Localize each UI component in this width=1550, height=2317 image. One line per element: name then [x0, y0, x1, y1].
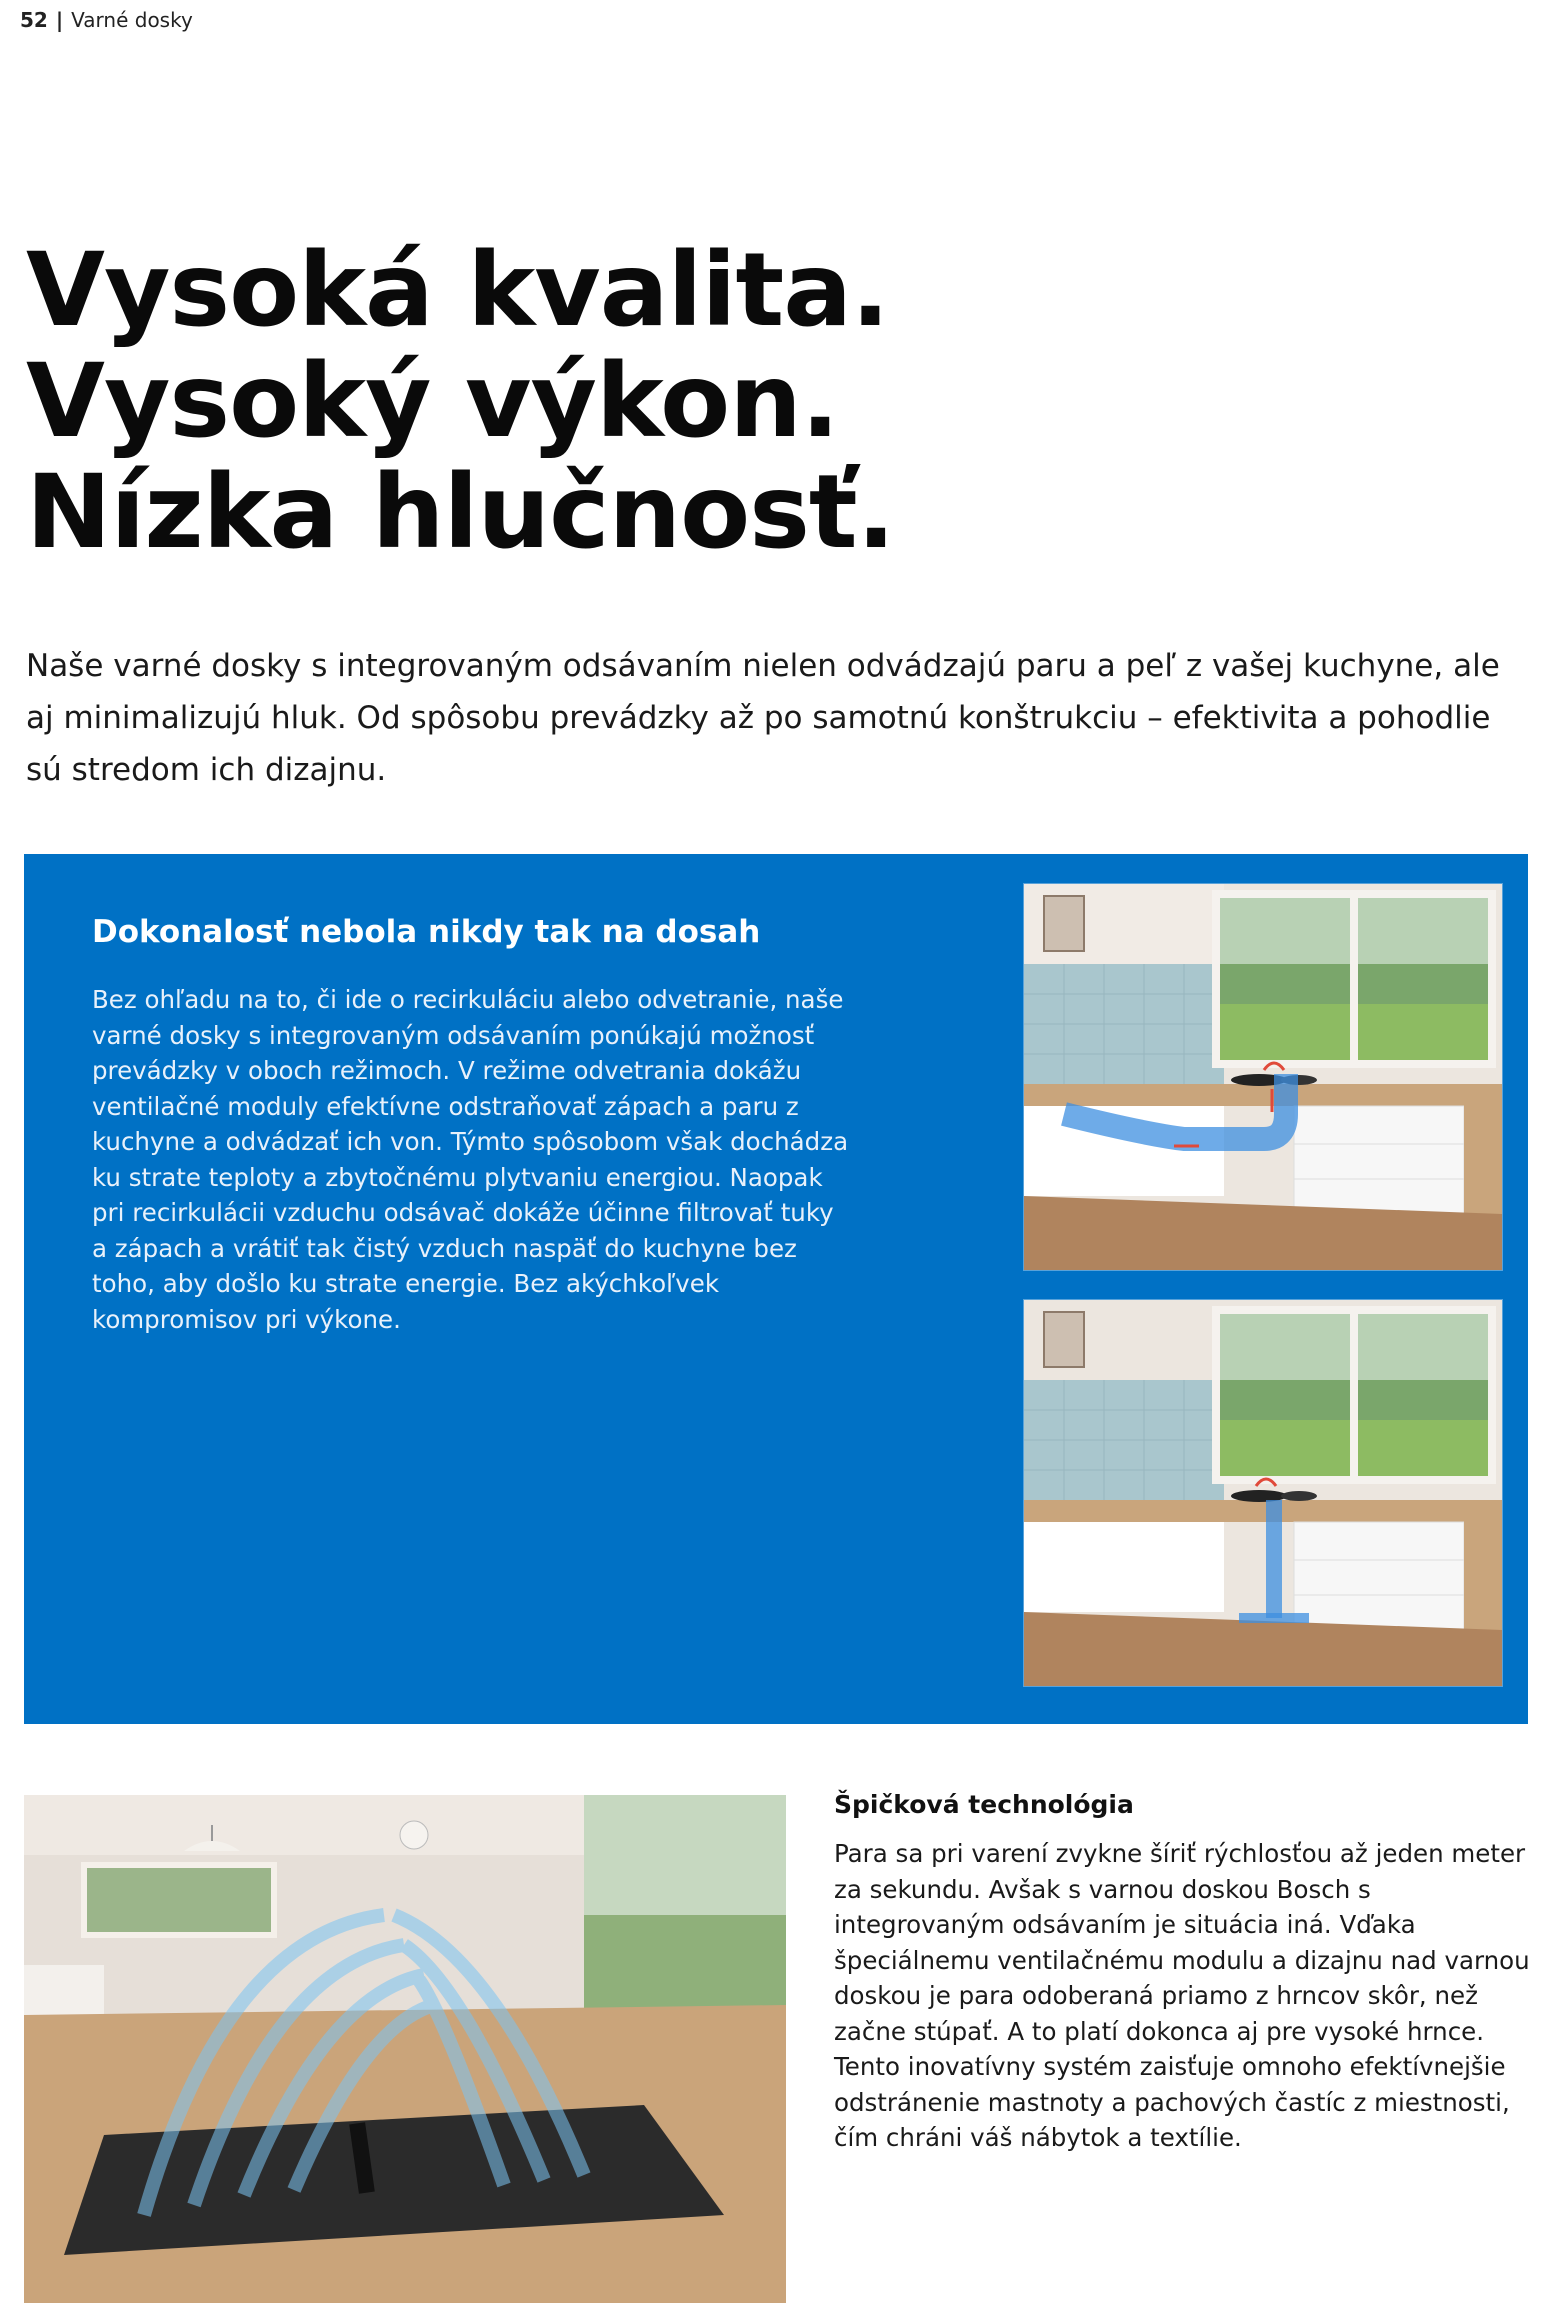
page-header: 52 | Varné dosky: [20, 8, 193, 32]
intro-paragraph: Naše varné dosky s integrovaným odsávaním nielen odvádzajú paru a peľ z vašej kuchyne, ale aj minimalizujú hluk. Od spôsobu prevádzky až po samotnú konštrukciu – efektivita a pohodlie sú stredom ich dizajnu.: [26, 648, 1500, 788]
kitchen-ventilation-mode-image: [1024, 884, 1502, 1270]
tech-title: Špičková technológia: [834, 1790, 1134, 1819]
kitchen-recirculation-mode-image: [1024, 1300, 1502, 1686]
page-headline: [26, 231, 895, 572]
tech-text: Para sa pri varení zvykne šíriť rýchlosťou až jeden meter za sekundu. Avšak s varnou doskou Bosch s integrovaným odsávaním je situácia iná. Vďaka špeciálnemu ventilačnému modulu a dizajnu nad varnou doskou je para odoberaná priamo z hrncov skôr, než začne stúpať. A to platí dokonca aj pre vysoké hrnce. Tento inovatívny systém zaisťuje omnoho efektívnejšie odstránenie mastnoty a pachových častíc z miestnosti, čím chráni váš nábytok a textílie.: [834, 1839, 1530, 2152]
cooktop-steam-extraction-image: [24, 1795, 786, 2303]
headline-line-2: Vysoký výkon.: [26, 342, 839, 461]
page-number: 52: [20, 8, 48, 32]
headline-line-1: Vysoká kvalita.: [26, 231, 889, 350]
section-name: Varné dosky: [71, 8, 193, 32]
info-box: [24, 854, 1528, 1724]
info-box-title: Dokonalosť nebola nikdy tak na dosah: [92, 914, 761, 950]
headline-line-3: Nízka hlučnosť.: [26, 453, 895, 572]
info-box-text: Bez ohľadu na to, či ide o recirkuláciu alebo odvetranie, naše varné dosky s integrovaným odsávaním ponúkajú možnosť prevádzky v oboch režimoch. V režime odvetrania dokážu ventilačné moduly efektívne odstraňovať zápach a paru z kuchyne a odvádzať ich von. Týmto spôsobom však dochádza ku strate teploty a zbytočnému plytvaniu energiou. Naopak pri recirkulácii vzduchu odsávač dokáže účinne filtrovať tuky a zápach a vrátiť tak čistý vzduch naspäť do kuchyne bez toho, aby došlo ku strate energie. Bez akýchkoľvek kompromisov pri výkone.: [92, 985, 849, 1334]
